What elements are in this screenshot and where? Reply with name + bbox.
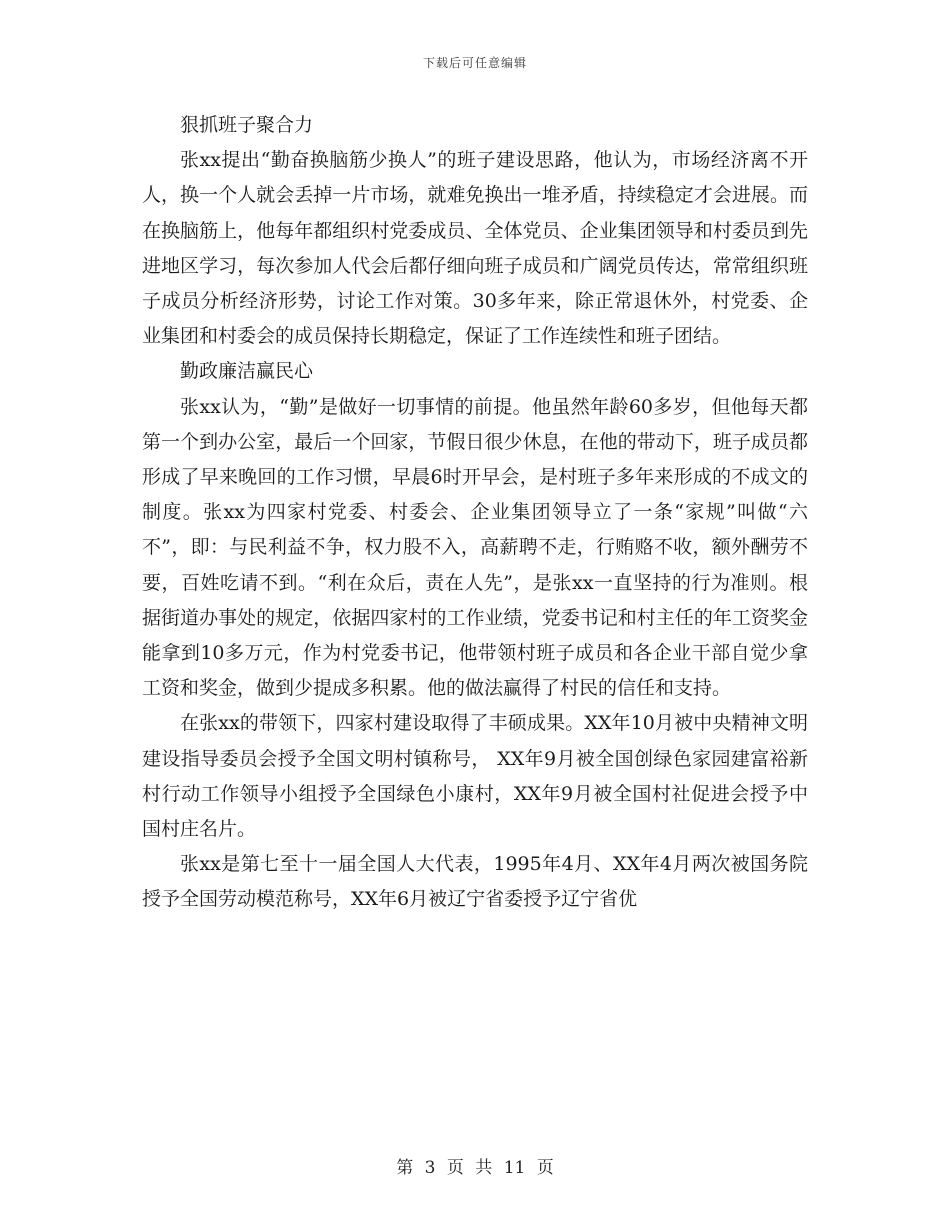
paragraph: 张xx是第七至十一届全国人大代表，1995年4月、XX年4月两次被国务院授予全国劳动模范称号，XX年6月被辽宁省委授予辽宁省优: [142, 853, 808, 911]
page-number-footer: 第 3 页 共 11 页: [396, 1158, 554, 1178]
section-heading: 狠抓班子聚合力: [180, 114, 314, 136]
paragraph: 张xx认为，“勤”是做好一切事情的前提。他虽然年龄60多岁，但他每天都第一个到办公室，最后一个回家，节假日很少休息，在他的带动下，班子成员都形成了早来晚回的工作习惯，早晨6时开早会，是村班子多年来形成的不成文的制度。张xx为四家村党委、村委会、企业集团领导立了一条“家规”叫做“六不”，即：与民利益不争，权力股不入，高薪聘不走，行贿赂不收，额外酬劳不要，百姓吃请不到。“利在众后，责在人先”，是张xx一直坚持的行为准则。根据街道办事处的规定，依据四家村的工作业绩，党委书记和村主任的年工资奖金能拿到10多万元，作为村党委书记，他带领村班子成员和各企业干部自觉少拿工资和奖金，做到少提成多积累。他的做法赢得了村民的信任和支持。: [142, 395, 808, 700]
section-heading: 勤政廉洁赢民心: [180, 360, 314, 383]
document-body: [142, 108, 808, 918]
page-header: 下载后可任意编辑: [422, 56, 527, 70]
paragraph: 张xx提出“勤奋换脑筋少换人”的班子建设思路，他认为，市场经济离不开人，换一个人就会丢掉一片市场，就难免换出一堆矛盾，持续稳定才会进展。而在换脑筋上，他每年都组织村党委成员、全体党员、企业集团领导和村委员到先进地区学习，每次参加人代会后都仔细向班子成员和广阔党员传达，常常组织班子成员分析经济形势，讨论工作对策。30多年来，除正常退休外，村党委、企业集团和村委会的成员保持长期稳定，保证了工作连续性和班子团结。: [142, 149, 808, 348]
paragraph: 在张xx的带领下，四家村建设取得了丰硕成果。XX年10月被中央精神文明建设指导委员会授予全国文明村镇称号， XX年9月被全国创绿色家园建富裕新村行动工作领导小组授予全国绿色小康村，XX年9月被全国村社促进会授予中国村庄名片。: [142, 712, 808, 841]
